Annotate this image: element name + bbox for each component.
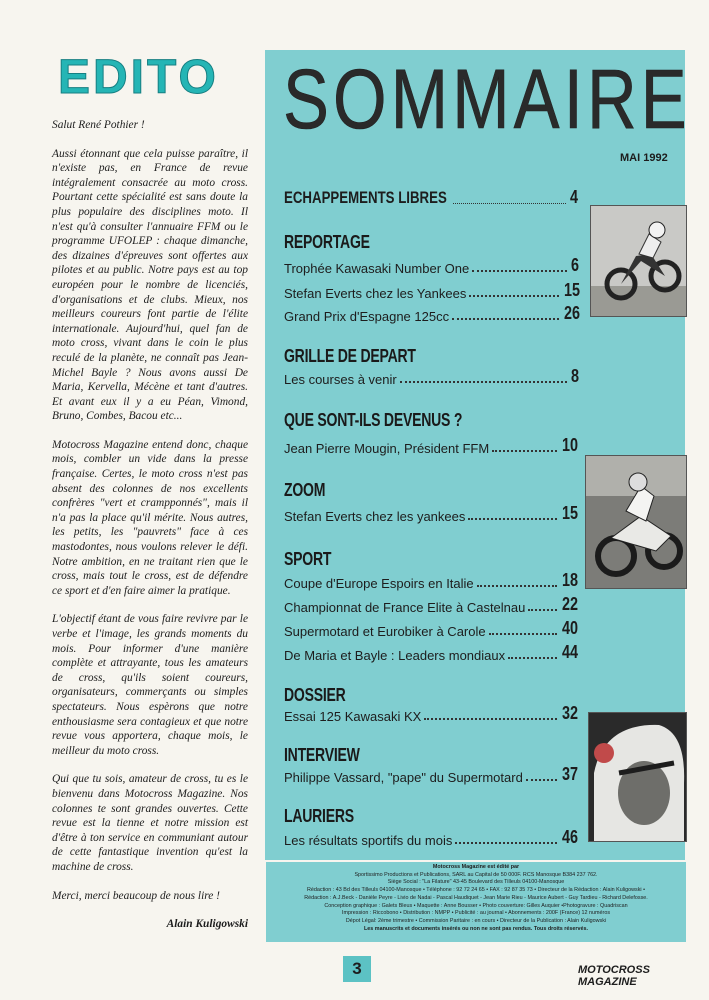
toc-entry-label: Essai 125 Kawasaki KX [284, 709, 422, 724]
toc-entry[interactable] [284, 618, 580, 639]
toc-dots [455, 842, 557, 844]
toc-page-number: 18 [561, 570, 578, 590]
page-number: 3 [343, 956, 371, 982]
toc-entry[interactable] [284, 594, 580, 615]
photo-helmet-portrait [588, 712, 687, 842]
toc-dots [400, 381, 567, 383]
edito-heading: EDITO [58, 51, 219, 104]
toc-page-number: 46 [561, 827, 578, 847]
edito-signature: Alain Kuligowski [166, 918, 248, 931]
toc-dots [526, 779, 557, 781]
toc-page-number: 4 [569, 187, 578, 207]
toc-entry-label: Stefan Everts chez les Yankees [284, 286, 467, 301]
toc-page-number: 37 [561, 764, 578, 784]
credits-line: Rédaction : 43 Bd des Tilleuls 04100-Manosque • Téléphone : 92 72 24 65 • FAX : 92 87 35 73 • Directeur de la Rédaction : Alain Kuligowski • [307, 887, 645, 894]
toc-dots [492, 450, 557, 452]
toc-dots [452, 318, 559, 320]
toc-entry[interactable] [284, 503, 580, 524]
sommaire-title: SOMMAIRE [283, 52, 691, 146]
photo-rider-cornering [585, 455, 687, 589]
toc-entry-label: De Maria et Bayle : Leaders mondiaux [284, 648, 506, 663]
toc-page-number: 15 [563, 280, 580, 300]
toc-dots [469, 295, 559, 297]
toc-page-number: 8 [570, 366, 579, 386]
toc-dots [472, 270, 567, 272]
toc-entry-label: Philippe Vassard, "pape" du Supermotard [284, 770, 523, 785]
toc-entry[interactable] [284, 827, 580, 848]
toc-dots [477, 585, 557, 587]
toc-dots [508, 657, 557, 659]
credits-line: Siège Social : "La Filature" 43-45 Boulevard des Tilleuls 04100-Manosque [387, 879, 565, 886]
toc-entry-label: Supermotard et Eurobiker à Carole [284, 624, 486, 639]
toc-page-number: 15 [561, 503, 578, 523]
edito-greeting: Salut René Pothier ! [52, 119, 145, 131]
credits-line: Dépot Légal: 2ème trimestre • Commission Paritaire : en cours • Directeur de la Publication : Alain Kuligowski [345, 917, 607, 924]
credits-line: Rédaction : A.J.Beck - Danièle Peyre - Livio de Nadai - Pascal Haudiquet - Jean Marie Rieu - Maurice Aubert - Guy Tardieu - Richard Delefosse. [304, 894, 648, 901]
toc-page-number: 6 [570, 255, 579, 275]
toc-entry-label: Championnat de France Elite à Castelnau [284, 600, 526, 615]
credits-line: Motocross Magazine est édité par [432, 864, 520, 870]
toc-entry[interactable] [284, 764, 580, 785]
toc-page-number: 40 [561, 618, 578, 638]
toc-entry-label: Les courses à venir [284, 372, 397, 387]
toc-entry-label: Les résultats sportifs du mois [284, 833, 453, 848]
toc-dots [489, 633, 557, 635]
toc-entry-label: Jean Pierre Mougin, Président FFM [284, 441, 490, 456]
toc-entry[interactable] [284, 255, 580, 276]
credits-line: Conception graphique : Galets Bleus • Maquette : Anne Bousser • Photo couverture: Gilles Auquier •Photogravure : Quadriscan [324, 902, 628, 909]
toc-entry[interactable] [284, 366, 580, 387]
toc-page-number: 22 [561, 594, 578, 614]
edito-paragraph-1: Aussi étonnant que cela puisse paraître, il n'existe pas, en France de revue intégralement consacrée au moto cross. Pourtant cette spécialité est sans doute la plus populaire des disciplines moto. Il n'est qu'à consulter l'annuaire FFM ou le programme UFOLEP : chaque dimanche, des dizaines d'épreuves sont offertes aux pilotes et au public. Notre pays est au top européen pour le nombre de licenciés, d'organisations et de clubs. Mieux, nos meilleurs coureurs font partie de l'élite internationale. Aujourd'hui, quel fan de moto cross, vivant dans le coin le plus reculé de la planète, ne connaît pas Jean-Michel Bayle ? Nous avons aussi De Maria, Kervella, Mécène et tant d'autres. Et avant eux il y a eu Péan, Vimond, Bruno, Combes, Bacou etc... [52, 147, 248, 423]
toc-entry[interactable] [284, 703, 580, 724]
toc-dots [528, 609, 557, 611]
section-grille: GRILLE DE DEPART [284, 346, 416, 366]
section-zoom: ZOOM [284, 480, 326, 500]
toc-dots [424, 718, 557, 720]
section-dossier: DOSSIER [284, 685, 346, 705]
edito-paragraph-5: Merci, merci beaucoup de nous lire ! [52, 889, 220, 902]
toc-page-number: 44 [561, 642, 578, 662]
credits-line: Sportissimo Productions et Publications, SARL au Capital de 50 000F. RCS Manosque B384 237 762. [354, 871, 598, 878]
toc-entry-label: Trophée Kawasaki Number One [284, 261, 470, 276]
toc-entry-label: Grand Prix d'Espagne 125cc [284, 309, 450, 324]
section-reportage: REPORTAGE [284, 232, 370, 252]
toc-entry-label: Coupe d'Europe Espoirs en Italie [284, 576, 474, 591]
toc-entry[interactable] [284, 570, 580, 591]
edito-title [58, 51, 248, 104]
section-interview: INTERVIEW [284, 745, 360, 765]
edito-paragraph-2: Motocross Magazine entend donc, chaque mois, combler un vide dans la presse française. Certes, le moto cross n'est pas absent des colonnes de nos excellents confrères "vert et crampponnés", mais il n'a pas la place qu'il mérite. Nous autres, les petits, les "pauvrets" face à ces mastodontes, nous voulons relever le défi. Notre ambition, en ne traitant rien que le cross, mais tout le cross, est de défendre ce sport et d'en faire aimer la pratique. [52, 438, 248, 597]
edito-paragraph-3: L'objectif étant de vous faire revivre par le verbe et l'image, les grands moments du mois. Pour informer d'une manière complète et attrayante, tous les amateurs de cross, qu'ils soient coureurs, organisateurs, commerçants ou simples spectateurs. Nous espèrons que notre enthousiasme sera contagieux et que notre revue vous apportera, chaque mois, le meilleur du moto cross. [52, 613, 248, 757]
toc-entry[interactable] [284, 280, 582, 301]
toc-echappements-label: ECHAPPEMENTS LIBRES [284, 188, 447, 207]
toc-echappements[interactable] [284, 187, 579, 208]
toc-entry-label: Stefan Everts chez les yankees [284, 509, 466, 524]
issue-date: MAI 1992 [620, 152, 668, 164]
toc-page-number: 32 [561, 703, 578, 723]
magazine-name: MOTOCROSS MAGAZINE [578, 964, 650, 988]
toc-entry[interactable] [284, 642, 580, 663]
section-lauriers: LAURIERS [284, 806, 354, 826]
section-devenus: QUE SONT-ILS DEVENUS ? [284, 410, 463, 430]
toc-page-number: 10 [561, 435, 578, 455]
edito-column [52, 118, 248, 932]
toc-entry[interactable] [284, 435, 580, 456]
publication-credits [266, 862, 686, 942]
toc-page-number: 26 [563, 303, 580, 323]
toc-dots [468, 518, 557, 520]
edito-paragraph-4: Qui que tu sois, amateur de cross, tu es le bienvenu dans Motocross Magazine. Nos colonnes te sont grandes ouvertes. Cette revue est la tienne et notre mission est d'être à ton service en communiant autour de cette fantastique invention qu'est la machine de cross. [52, 773, 248, 873]
section-sport: SPORT [284, 549, 332, 569]
credits-line: Impression : Riccobono • Distribution : NMPP • Publicité : au journal • Abonnements : 200F (France) 12 numéros [341, 910, 611, 917]
toc-dots [453, 203, 566, 204]
credits-line: Les manuscrits et documents insérés ou non ne sont pas rendus. Tous droits réservés. [364, 925, 588, 932]
photo-motocross-jump [590, 205, 687, 317]
toc-entry[interactable] [284, 303, 582, 324]
